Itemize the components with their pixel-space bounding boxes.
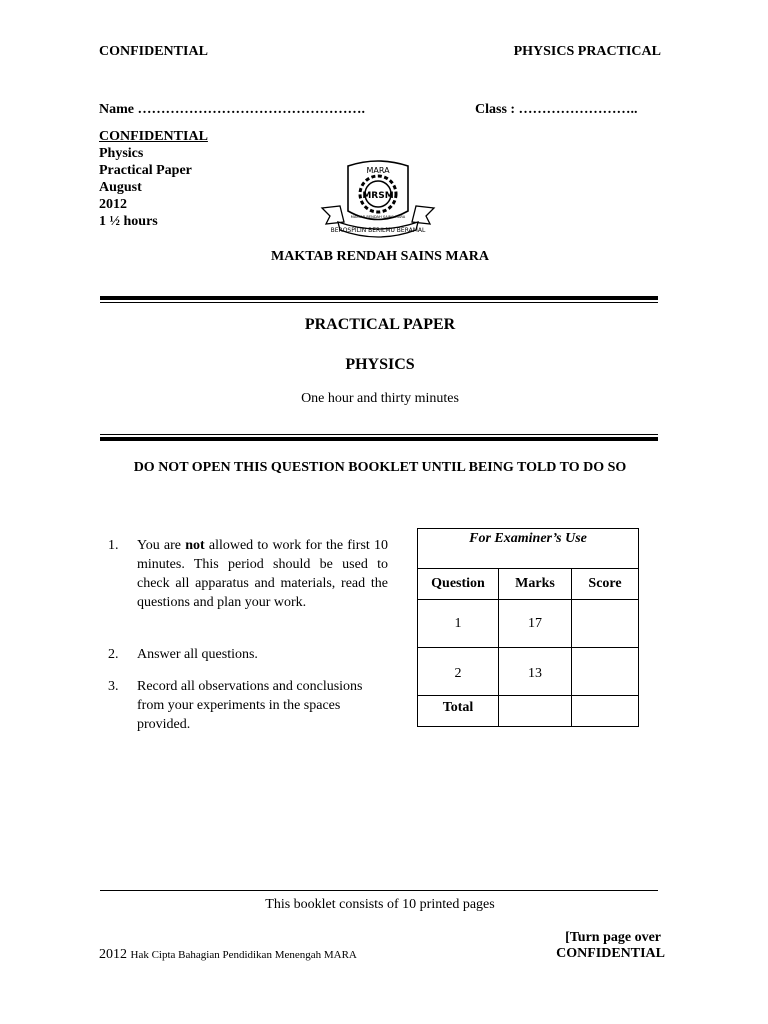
instruction-3 (108, 677, 388, 734)
divider-top (100, 296, 658, 300)
year-label: 2012 (99, 197, 127, 212)
header-right: PHYSICS PRACTICAL (513, 44, 661, 59)
instruction-number: 1. (108, 538, 119, 553)
total-marks[interactable] (499, 696, 572, 727)
paper-title: PRACTICAL PAPER (304, 316, 456, 333)
name-label: Name …………………………………………. (99, 102, 365, 117)
row-marks: 17 (499, 600, 572, 648)
logo-center-text: MRSM (362, 191, 394, 201)
month-label: August (99, 180, 142, 195)
turn-over-note: [Turn page over (565, 930, 661, 945)
pages-note: This booklet consists of 10 printed pages (265, 897, 495, 912)
footer-divider (100, 890, 658, 891)
total-score[interactable] (572, 696, 639, 727)
footer-confidential: CONFIDENTIAL (556, 946, 665, 961)
duration-label: 1 ½ hours (99, 214, 158, 229)
row-marks: 13 (499, 648, 572, 696)
instruction-2 (108, 645, 388, 664)
name-field[interactable] (99, 102, 365, 118)
subject-label: Physics (99, 146, 144, 161)
row-question: 1 (418, 600, 499, 648)
warning-notice: DO NOT OPEN THIS QUESTION BOOKLET UNTIL BEING TOLD TO DO SO (133, 460, 627, 475)
logo-top-text: MARA (366, 166, 390, 175)
divider-bottom (100, 437, 658, 441)
class-label: Class : …………………….. (475, 102, 638, 117)
instruction-emphasis: not (185, 538, 205, 553)
mrsm-logo (318, 156, 438, 246)
header-left: CONFIDENTIAL (99, 44, 208, 59)
divider-bottom-thin (100, 434, 658, 435)
examiner-caption (418, 529, 639, 569)
paper-label: Practical Paper (99, 163, 192, 178)
class-field[interactable] (475, 102, 638, 118)
header-score: Score (572, 569, 639, 600)
row-score[interactable] (572, 648, 639, 696)
table-row (418, 648, 639, 696)
header-marks: Marks (499, 569, 572, 600)
copyright-year: 2012 (99, 947, 127, 962)
row-question: 2 (418, 648, 499, 696)
copyright (99, 947, 357, 963)
instruction-number: 2. (108, 647, 119, 662)
subject-title: PHYSICS (345, 356, 415, 373)
paper-info (99, 128, 208, 230)
logo-banner-text: BEROSPILIN BERILMU BERAMAL (330, 227, 426, 234)
institution-name: MAKTAB RENDAH SAINS MARA (271, 249, 489, 264)
instruction-text: allowed to work for the first 10 minutes. This period should be used to check all apparatus and materials, read the questions and plan your work. (137, 538, 388, 610)
instruction-1 (108, 536, 388, 612)
instruction-text: Answer all questions. (137, 647, 258, 662)
instruction-text: Record all observations and conclusions from your experiments in the spaces provided. (137, 679, 363, 732)
copyright-text: Hak Cipta Bahagian Pendidikan Menengah MARA (130, 949, 357, 961)
logo-ring-text: MAKTAB RENDAH SAINS MARA (350, 215, 406, 219)
table-row (418, 600, 639, 648)
duration-text: One hour and thirty minutes (301, 391, 459, 406)
instruction-text: You are (137, 538, 186, 553)
examiner-caption-text: For Examiner’s Use (469, 531, 587, 546)
header-question: Question (418, 569, 499, 600)
instruction-number: 3. (108, 679, 119, 694)
row-score[interactable] (572, 600, 639, 648)
examiner-table (417, 528, 639, 727)
total-label: Total (418, 696, 499, 727)
confidential-label: CONFIDENTIAL (99, 129, 208, 144)
logo-emblem-icon (318, 156, 438, 246)
divider-top-thin (100, 302, 658, 303)
total-row (418, 696, 639, 727)
